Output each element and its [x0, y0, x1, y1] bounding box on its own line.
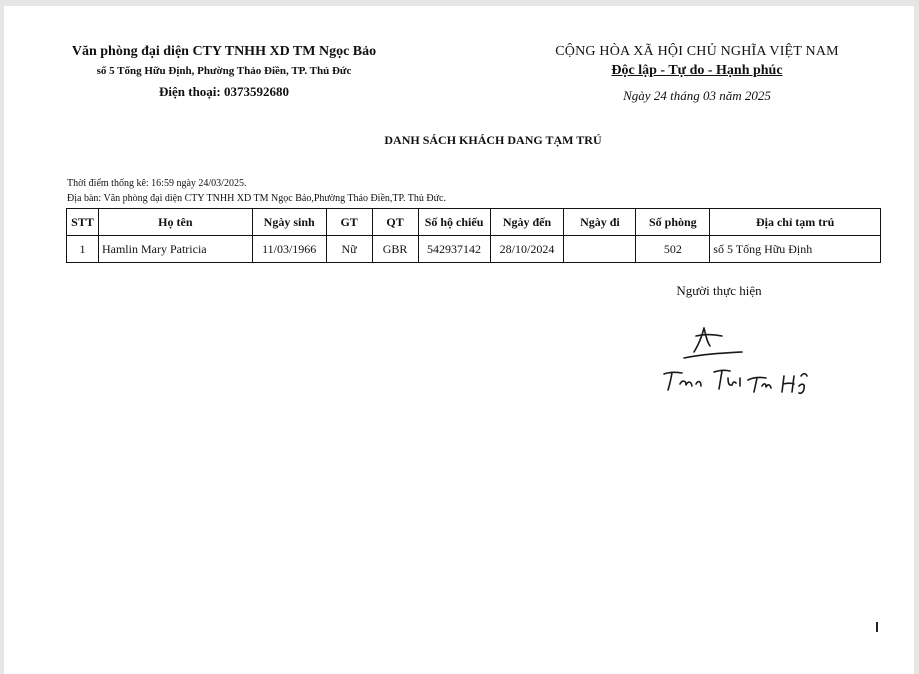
- cell-arrival: 28/10/2024: [490, 236, 564, 263]
- cell-room: 502: [636, 236, 710, 263]
- header-left: [44, 44, 404, 100]
- col-header-gender: GT: [326, 209, 372, 236]
- cell-nationality: GBR: [372, 236, 418, 263]
- cell-gender: Nữ: [326, 236, 372, 263]
- header-right: [522, 44, 872, 104]
- cell-address: số 5 Tống Hữu Định: [710, 236, 881, 263]
- table-header-row: [67, 209, 881, 236]
- company-address: số 5 Tống Hữu Định, Phường Thảo Điền, TP. Thủ Đức: [96, 65, 352, 77]
- stat-time: Thời điểm thống kê: 16:59 ngày 24/03/2025.: [67, 178, 247, 189]
- company-name: Văn phòng đại diện CTY TNHH XD TM Ngọc Bảo: [71, 44, 377, 59]
- signer-role: Người thực hiện: [676, 283, 762, 298]
- document-page: [4, 6, 914, 674]
- col-header-address: Địa chỉ tạm trú: [710, 209, 881, 236]
- company-phone: Điện thoại: 0373592680: [159, 84, 289, 99]
- col-header-arrival: Ngày đến: [490, 209, 564, 236]
- guest-table: [66, 208, 881, 263]
- document-title: DANH SÁCH KHÁCH DANG TẠM TRÚ: [384, 133, 602, 147]
- signature-name-text: Trần Thị Thu Hằng: [644, 306, 652, 307]
- nation-motto: Độc lập - Tự do - Hạnh phúc: [611, 63, 783, 78]
- col-header-departure: Ngày đi: [564, 209, 636, 236]
- area-info: Địa bàn: Văn phòng đại diện CTY TNHH XD TM Ngọc Bảo,Phường Thảo Điền,TP. Thủ Đức.: [67, 193, 446, 204]
- cell-name: Hamlin Mary Patricia: [98, 236, 252, 263]
- col-header-dob: Ngày sinh: [252, 209, 326, 236]
- edge-mark: [876, 622, 878, 632]
- col-header-stt: STT: [67, 209, 99, 236]
- cell-dob: 11/03/1966: [252, 236, 326, 263]
- document-date: Ngày 24 tháng 03 năm 2025: [623, 88, 771, 103]
- cell-departure: [564, 236, 636, 263]
- handwritten-signature: [644, 306, 824, 406]
- col-header-passport: Số hộ chiếu: [418, 209, 490, 236]
- cell-stt: 1: [67, 236, 99, 263]
- col-header-nationality: QT: [372, 209, 418, 236]
- nation-title: CỘNG HÒA XÃ HỘI CHỦ NGHĨA VIỆT NAM: [555, 44, 839, 59]
- col-header-room: Số phòng: [636, 209, 710, 236]
- table-row: [67, 236, 881, 263]
- col-header-name: Họ tên: [98, 209, 252, 236]
- cell-passport: 542937142: [418, 236, 490, 263]
